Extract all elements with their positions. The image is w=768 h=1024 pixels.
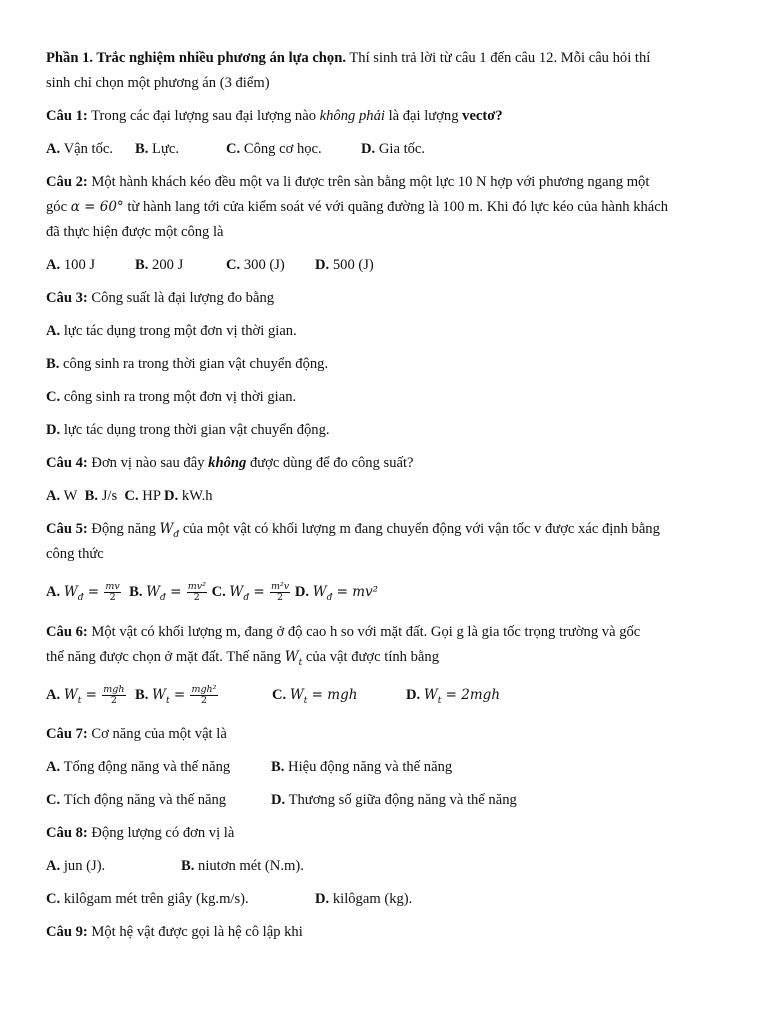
option-label: D. bbox=[46, 422, 61, 438]
option-label: A. bbox=[46, 687, 61, 703]
formula-lhs: W bbox=[146, 584, 161, 600]
option-label: B. bbox=[271, 759, 285, 775]
option-text: 500 (J) bbox=[329, 257, 374, 273]
option-text: kilôgam (kg). bbox=[329, 891, 413, 907]
question-text: Động năng bbox=[87, 521, 160, 537]
formula-lhs: W bbox=[152, 687, 166, 703]
question-text: Một vật có khối lượng m, đang ở độ cao h so với mặt đất. Gọi g là gia tốc trọng trường và gốc bbox=[87, 624, 641, 640]
question-1 bbox=[46, 104, 503, 129]
formula-lhs: W bbox=[63, 584, 78, 600]
option-d bbox=[361, 137, 425, 162]
fraction bbox=[104, 582, 120, 603]
question-8 bbox=[46, 821, 234, 846]
symbol-subscript: đ bbox=[173, 529, 180, 540]
formula-lhs: W bbox=[423, 687, 438, 703]
option-c bbox=[46, 887, 249, 912]
option-a bbox=[46, 253, 95, 278]
question-label: Câu 2: bbox=[46, 174, 88, 190]
question-6-line2 bbox=[46, 645, 439, 676]
question-text: Cơ năng của một vật là bbox=[87, 726, 227, 742]
formula-subscript: đ bbox=[243, 592, 250, 603]
option-text: công sinh ra trong thời gian vật chuyển động. bbox=[59, 356, 329, 372]
formula-subscript: đ bbox=[77, 592, 84, 603]
formula-rhs: mv² bbox=[352, 584, 379, 600]
numerator: mv bbox=[105, 581, 120, 593]
option-a bbox=[46, 755, 230, 780]
formula-rhs: 2mgh bbox=[461, 687, 501, 703]
option-text: Hiệu động năng và thế năng bbox=[284, 759, 453, 775]
option-c bbox=[46, 385, 296, 410]
option-text: jun (J). bbox=[60, 858, 106, 874]
question-5-options bbox=[46, 580, 378, 611]
option-c bbox=[46, 788, 226, 813]
option-text: Công cơ học. bbox=[240, 141, 322, 157]
option-label: B. bbox=[46, 356, 60, 372]
question-7 bbox=[46, 722, 227, 747]
option-label: A. bbox=[46, 488, 61, 504]
option-a bbox=[46, 854, 105, 879]
part1-title: Phần 1. Trắc nghiệm nhiều phương án lựa chọn. bbox=[46, 50, 346, 66]
denominator: 2 bbox=[109, 592, 116, 604]
option-label: D. bbox=[164, 488, 179, 504]
question-text: Một hành khách kéo đều một va li được trên sàn bằng một lực 10 N hợp với phương ngang một bbox=[87, 174, 650, 190]
question-text: Công suất là đại lượng đo bằng bbox=[87, 290, 275, 306]
formula-subscript: đ bbox=[160, 592, 166, 603]
option-label: B. bbox=[181, 858, 195, 874]
denominator: 2 bbox=[200, 695, 207, 707]
option-label: D. bbox=[361, 141, 376, 157]
formula-lhs: W bbox=[312, 584, 327, 600]
question-label: Câu 7: bbox=[46, 726, 88, 742]
question-label: Câu 1: bbox=[46, 108, 88, 124]
question-9 bbox=[46, 920, 303, 945]
fraction bbox=[190, 685, 217, 706]
fraction bbox=[187, 582, 207, 603]
question-4-options bbox=[46, 484, 213, 509]
question-3 bbox=[46, 286, 274, 311]
formula-subscript: đ bbox=[326, 592, 333, 603]
numerator: mv² bbox=[187, 581, 206, 593]
formula-subscript: t bbox=[77, 695, 82, 706]
option-label: D. bbox=[294, 584, 310, 600]
option-label: B. bbox=[135, 141, 149, 157]
numerator: m²v bbox=[270, 581, 290, 593]
option-c bbox=[226, 137, 322, 162]
formula-subscript: t bbox=[303, 695, 308, 706]
question-label: Câu 8: bbox=[46, 825, 88, 841]
question-text: góc bbox=[46, 199, 71, 215]
question-text: của một vật có khối lượng m đang chuyển động với vận tốc v được xác định bằng bbox=[179, 521, 660, 537]
option-b bbox=[135, 253, 183, 278]
option-label: B. bbox=[135, 257, 149, 273]
option-b bbox=[271, 755, 452, 780]
question-emphasis: không phải bbox=[319, 108, 385, 124]
option-b bbox=[181, 854, 304, 879]
question-label: Câu 4: bbox=[46, 455, 88, 471]
question-text: Đơn vị nào sau đây bbox=[87, 455, 209, 471]
option-a bbox=[46, 683, 127, 714]
question-2 bbox=[46, 170, 649, 195]
option-d bbox=[315, 887, 412, 912]
formula-eq: = bbox=[81, 687, 102, 703]
option-d bbox=[46, 418, 330, 443]
question-label: Câu 3: bbox=[46, 290, 88, 306]
option-text: J/s bbox=[98, 488, 118, 504]
option-label: C. bbox=[226, 257, 241, 273]
option-label: C. bbox=[211, 584, 226, 600]
option-text: 300 (J) bbox=[240, 257, 285, 273]
formula-eq: = bbox=[332, 584, 353, 600]
formula-lhs: W bbox=[289, 687, 304, 703]
fraction bbox=[102, 685, 125, 706]
option-text: kW.h bbox=[178, 488, 213, 504]
question-2-line3: đã thực hiện được một công là bbox=[46, 224, 224, 240]
option-text: kilôgam mét trên giây (kg.m/s). bbox=[60, 891, 249, 907]
option-text: 200 J bbox=[148, 257, 184, 273]
denominator: 2 bbox=[193, 592, 200, 604]
option-text: Lực. bbox=[148, 141, 179, 157]
question-2-line2 bbox=[46, 195, 668, 220]
question-6 bbox=[46, 620, 640, 645]
option-label: A. bbox=[46, 858, 61, 874]
option-b bbox=[135, 683, 219, 714]
option-text: HP bbox=[138, 488, 161, 504]
option-text: niutơn mét (N.m). bbox=[194, 858, 304, 874]
option-label: C. bbox=[46, 891, 61, 907]
formula-lhs: W bbox=[229, 584, 244, 600]
formula-eq: = bbox=[165, 584, 186, 600]
option-label: D. bbox=[271, 792, 286, 808]
option-text: Tích động năng và thế năng bbox=[60, 792, 227, 808]
symbol: W bbox=[159, 521, 174, 537]
option-text: Gia tốc. bbox=[375, 141, 426, 157]
formula-eq: = bbox=[169, 687, 190, 703]
option-label: C. bbox=[272, 687, 287, 703]
question-label: Câu 6: bbox=[46, 624, 88, 640]
option-d bbox=[315, 253, 374, 278]
question-text: từ hành lang tới cửa kiểm soát vé với quãng đường là 100 m. Khi đó lực kéo của hành khách bbox=[123, 199, 669, 215]
option-d bbox=[271, 788, 517, 813]
option-text: lực tác dụng trong thời gian vật chuyển động. bbox=[60, 422, 330, 438]
question-4 bbox=[46, 451, 414, 476]
option-c bbox=[272, 683, 357, 714]
option-label: D. bbox=[406, 687, 421, 703]
question-emphasis: không bbox=[208, 455, 247, 471]
formula-lhs: W bbox=[63, 687, 78, 703]
formula-subscript: t bbox=[165, 695, 170, 706]
question-text: được dùng để đo công suất? bbox=[246, 455, 414, 471]
option-a bbox=[46, 137, 113, 162]
symbol-subscript: t bbox=[298, 657, 303, 668]
formula-rhs: mgh bbox=[327, 687, 358, 703]
part1-instructions: Thí sinh trả lời từ câu 1 đến câu 12. Mỗi câu hỏi thí bbox=[345, 50, 651, 66]
option-a bbox=[46, 319, 297, 344]
option-text: W bbox=[60, 488, 78, 504]
denominator: 2 bbox=[110, 695, 117, 707]
option-text: Vận tốc. bbox=[60, 141, 114, 157]
symbol: W bbox=[284, 649, 299, 665]
option-b bbox=[46, 352, 328, 377]
option-label: D. bbox=[315, 891, 330, 907]
numerator: mgh bbox=[103, 684, 125, 696]
formula-eq: = bbox=[249, 584, 269, 600]
option-c bbox=[226, 253, 285, 278]
option-text: Tổng động năng và thế năng bbox=[60, 759, 231, 775]
option-text: 100 J bbox=[60, 257, 96, 273]
option-b bbox=[135, 137, 179, 162]
option-label: C. bbox=[124, 488, 139, 504]
option-d bbox=[406, 683, 500, 714]
formula-eq: = bbox=[83, 584, 104, 600]
option-label: A. bbox=[46, 759, 61, 775]
question-text: của vật được tính bằng bbox=[302, 649, 439, 665]
question-label: Câu 9: bbox=[46, 924, 88, 940]
numerator: mgh² bbox=[191, 684, 217, 696]
option-label: C. bbox=[46, 792, 61, 808]
formula-subscript: t bbox=[437, 695, 442, 706]
option-label: B. bbox=[135, 687, 149, 703]
option-text: công sinh ra trong một đơn vị thời gian. bbox=[60, 389, 297, 405]
denominator: 2 bbox=[277, 592, 284, 604]
fraction bbox=[270, 582, 290, 603]
option-label: C. bbox=[46, 389, 61, 405]
option-label: D. bbox=[315, 257, 330, 273]
option-label: A. bbox=[46, 584, 61, 600]
option-label: B. bbox=[129, 584, 143, 600]
question-text: Một hệ vật được gọi là hệ cô lập khi bbox=[87, 924, 303, 940]
question-text: thế năng được chọn ở mặt đất. Thế năng bbox=[46, 649, 285, 665]
option-text: Thương số giữa động năng và thế năng bbox=[285, 792, 517, 808]
question-emphasis: vectơ? bbox=[462, 108, 503, 124]
part1-instructions-line2: sinh chỉ chọn một phương án (3 điểm) bbox=[46, 75, 270, 91]
option-label: C. bbox=[226, 141, 241, 157]
option-label: A. bbox=[46, 257, 61, 273]
option-label: B. bbox=[84, 488, 99, 504]
question-text: Trong các đại lượng sau đại lượng nào bbox=[87, 108, 320, 124]
question-text: là đại lượng bbox=[384, 108, 463, 124]
part1-header bbox=[46, 46, 650, 71]
formula-eq: = bbox=[307, 687, 328, 703]
formula-eq: = bbox=[441, 687, 462, 703]
question-5 bbox=[46, 517, 660, 548]
question-label: Câu 5: bbox=[46, 521, 88, 537]
angle-formula: α = 60° bbox=[70, 199, 124, 215]
question-text: Động lượng có đơn vị là bbox=[87, 825, 235, 841]
option-label: A. bbox=[46, 323, 61, 339]
question-5-line2: công thức bbox=[46, 546, 104, 562]
option-text: lực tác dụng trong một đơn vị thời gian. bbox=[60, 323, 297, 339]
option-label: A. bbox=[46, 141, 61, 157]
